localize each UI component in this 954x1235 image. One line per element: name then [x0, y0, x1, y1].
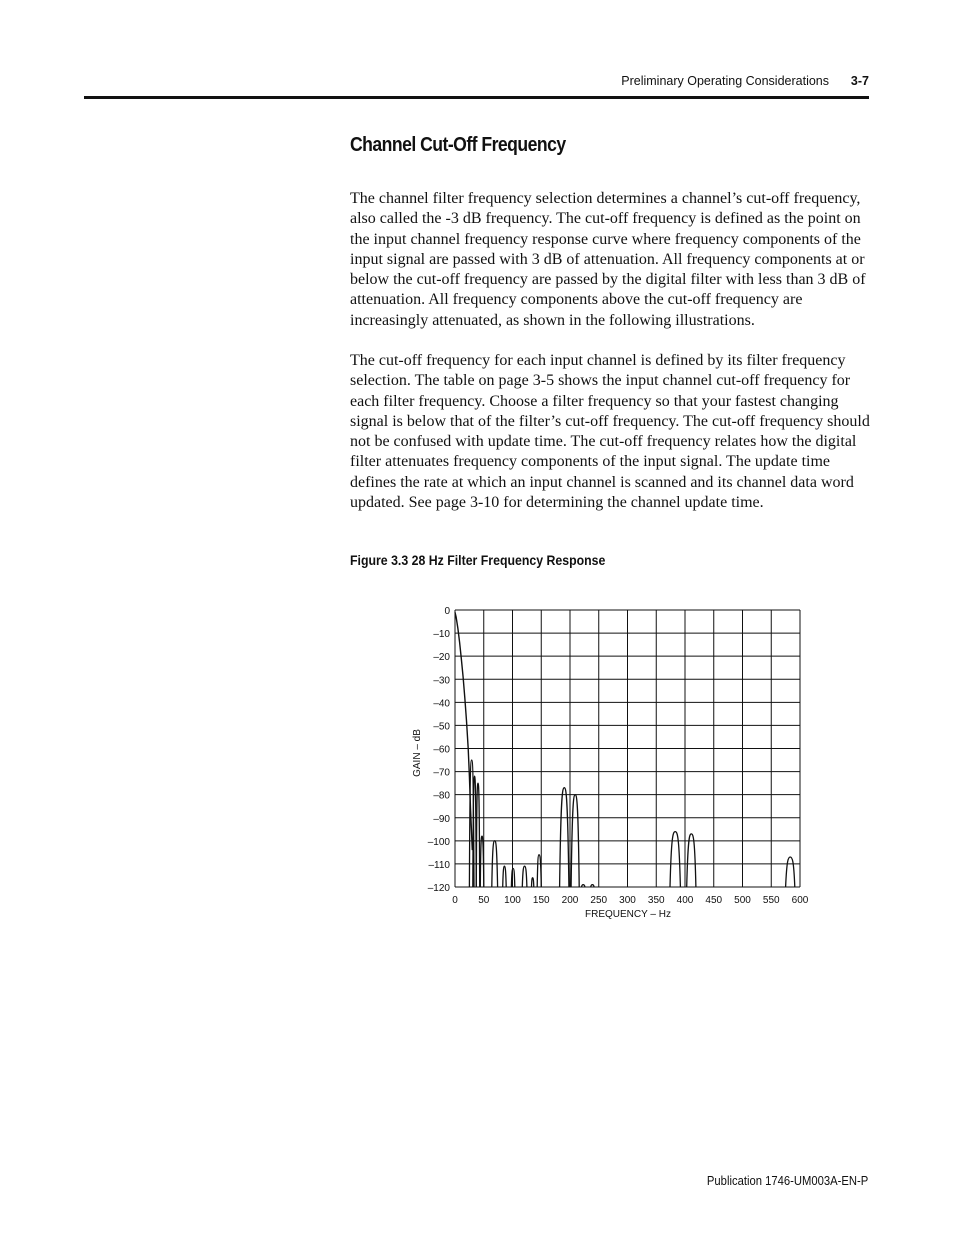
- side-lobe-curve: [503, 866, 507, 887]
- x-tick-label: 50: [478, 895, 490, 906]
- running-header: Preliminary Operating Considerations: [621, 74, 829, 88]
- side-lobe-curve: [786, 857, 795, 887]
- x-tick-label: 200: [561, 895, 579, 906]
- y-tick-label: –30: [433, 675, 450, 687]
- chart-curves: [455, 612, 795, 887]
- x-tick-label: 100: [504, 895, 521, 906]
- x-tick-label: 500: [734, 895, 751, 906]
- x-tick-label: 400: [676, 895, 694, 906]
- page-number: 3-7: [850, 74, 869, 88]
- y-tick-label: –70: [433, 767, 450, 779]
- side-lobe-curve: [476, 783, 479, 887]
- y-tick-label: –110: [428, 859, 450, 871]
- y-tick-label: –80: [433, 790, 450, 802]
- x-tick-label: 300: [619, 895, 636, 906]
- y-tick-label: –120: [427, 883, 450, 894]
- x-tick-label: 550: [762, 895, 780, 906]
- y-tick-label: –60: [433, 744, 450, 756]
- section-title: Channel Cut-Off Frequency: [350, 134, 566, 156]
- side-lobe-curve: [480, 836, 484, 887]
- chart-grid: [455, 610, 800, 887]
- y-tick-label: 0: [444, 606, 450, 617]
- x-tick-label: 350: [647, 895, 665, 906]
- x-tick-label: 600: [791, 895, 809, 906]
- figure-caption: Figure 3.3 28 Hz Filter Frequency Response: [350, 552, 606, 568]
- x-tick-label: 250: [590, 895, 608, 906]
- side-lobe-curve: [670, 832, 680, 887]
- side-lobe-curve: [522, 866, 527, 887]
- paragraph-1: The channel filter frequency selection determines a channel’s cut-off frequency, also called the -3 dB frequency. The cut-off frequency is defined as the point on the input channel frequency response curve where frequency components of the input signal are passed with 3 dB of attenuation. All frequency components at or below the cut-off frequency are passed by the digital filter with less than 3 dB of attenuation. All frequency components above the cut-off frequency are increasingly attenuated, as shown in the following illustrations.: [350, 190, 866, 329]
- y-tick-label: –100: [427, 836, 450, 848]
- x-tick-label: 450: [705, 895, 723, 906]
- y-tick-label: –20: [433, 652, 450, 664]
- x-tick-label: 0: [452, 895, 458, 906]
- y-tick-label: –10: [433, 629, 450, 641]
- side-lobe-curve: [532, 878, 534, 887]
- x-axis-label: FREQUENCY – Hz: [585, 909, 671, 920]
- side-lobe-curve: [537, 855, 541, 887]
- y-tick-label: –40: [433, 698, 450, 710]
- chart-tick-labels: [428, 606, 809, 906]
- paragraph-2: The cut-off frequency for each input channel is defined by its filter frequency selection. The table on page 3-5 shows the input channel cut-off frequency for each filter frequency. Choose a filter frequency so that your fastest changing signal is below that of the filter’s cut-off frequency. The cut-off frequency should not be confused with update time. The cut-off frequency relates how the digital filter attenuates frequency components of the input signal. The update time defines the rate at which an input channel is scanned and its channel data word updated. See page 3-10 for determining the channel update time.: [350, 352, 870, 512]
- y-tick-label: –90: [433, 813, 450, 825]
- side-lobe-curve: [560, 788, 569, 887]
- side-lobe-curve: [687, 834, 696, 887]
- side-lobe-curve: [511, 869, 514, 888]
- x-tick-label: 150: [532, 895, 550, 906]
- publication-footer: Publication 1746-UM003A-EN-P: [706, 1174, 868, 1188]
- y-axis-label: GAIN – dB: [412, 729, 423, 777]
- y-tick-label: –50: [433, 721, 450, 733]
